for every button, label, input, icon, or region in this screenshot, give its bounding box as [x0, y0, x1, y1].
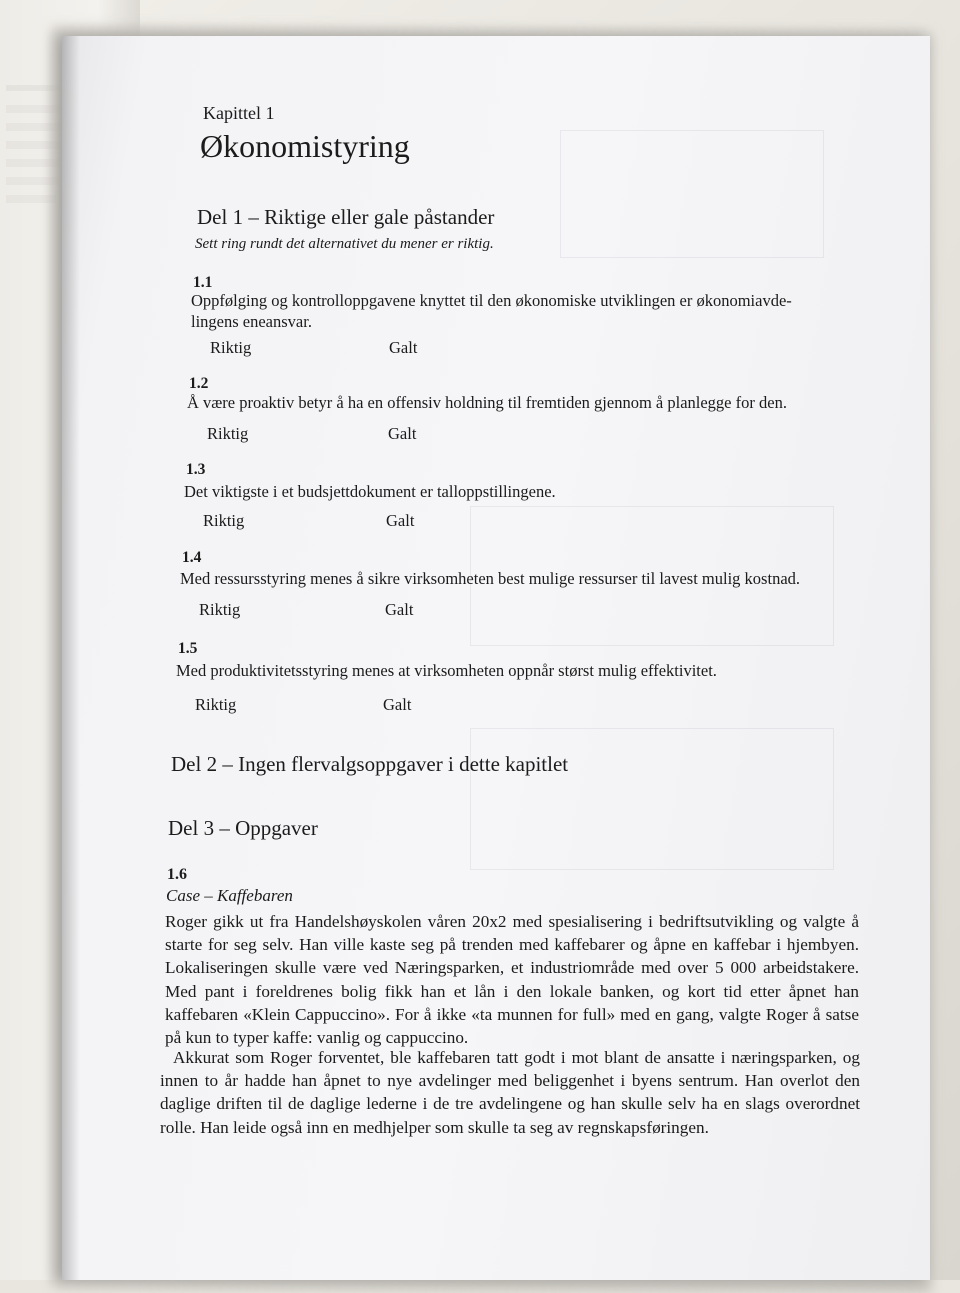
question-text [180, 568, 800, 589]
case-paragraph: Akkurat som Roger forventet, ble kaffebaren tatt godt i mot blant de ansatte i næringsparken, og innen to år hadde han åpnet to nye avdelinger med beliggenhet i byens sentrum. Han overlot den daglige driften til de daglige lederne i de tre avdelingene og han skulle selv ha en slags overordnet rolle. Han leide også inn en medhjelper som skulle ta seg av regnskapsføringen. [160, 1048, 860, 1137]
answer-true[interactable]: Riktig [207, 424, 249, 443]
answer-true[interactable]: Riktig [199, 600, 241, 619]
question-text [187, 392, 787, 413]
question-text-line: Oppfølging og kontrolloppgavene knyttet til den økonomiske utviklingen er økonomiavde- [191, 291, 792, 310]
part2-title: Del 2 – Ingen flervalgsoppgaver i dette kapitlet [171, 752, 569, 776]
chapter-title: Økonomistyring [200, 128, 410, 164]
question-text-line: Å være proaktiv betyr å ha en offensiv holdning til fremtiden gjennom å planlegge for den. [187, 393, 787, 412]
answer-false[interactable]: Galt [386, 511, 415, 530]
question-text [191, 290, 792, 332]
question-text-line: lingens eneansvar. [191, 312, 312, 331]
answer-true[interactable]: Riktig [195, 695, 237, 714]
question-number: 1.1 [193, 274, 213, 291]
question-text [176, 660, 717, 681]
answer-false[interactable]: Galt [388, 424, 417, 443]
answer-false[interactable]: Galt [389, 338, 418, 357]
answer-false[interactable]: Galt [383, 695, 412, 714]
answer-true[interactable]: Riktig [210, 338, 252, 357]
question-number: 1.5 [178, 640, 198, 657]
part3-title: Del 3 – Oppgaver [168, 816, 318, 840]
answer-false[interactable]: Galt [385, 600, 414, 619]
chapter-label: Kapittel 1 [203, 103, 275, 123]
case-title: Case – Kaffebaren [166, 886, 293, 905]
part1-instruction: Sett ring rundt det alternativet du mener er riktig. [195, 236, 494, 252]
case-paragraph: Roger gikk ut fra Handelshøyskolen våren 20x2 med spesialisering i bedriftsutvikling og valgte å starte for seg selv. Han ville kaste seg på trenden med kaffebarer og åpne en kaffebar i hjembyen. Lokaliseringen skulle være ved Næringsparken, et industriområde med over 5 000 arbeidstakere. Med pant i foreldrenes bolig fikk han et lån i den lokale banken, og kort tid etter åpnet han kaffebaren «Klein Cappuccino». For å ikke «ta munnen for full» med en gang, valgte Roger å satse på kun to typer kaffe: vanlig og cappuccino. [165, 912, 859, 1048]
question-number: 1.4 [182, 549, 202, 566]
question-text-line: Med produktivitetsstyring menes at virksomheten oppnår størst mulig effektivitet. [176, 661, 717, 680]
question-number: 1.2 [189, 375, 209, 392]
case-number: 1.6 [167, 866, 187, 883]
question-text-line: Med ressursstyring menes å sikre virksomheten best mulige ressurser til lavest mulig kostnad. [180, 569, 801, 588]
part1-title: Del 1 – Riktige eller gale påstander [197, 205, 495, 229]
question-text [184, 481, 556, 502]
question-number: 1.3 [186, 461, 206, 478]
question-text-line: Det viktigste i et budsjettdokument er talloppstillingene. [184, 482, 556, 501]
answer-true[interactable]: Riktig [203, 511, 245, 530]
